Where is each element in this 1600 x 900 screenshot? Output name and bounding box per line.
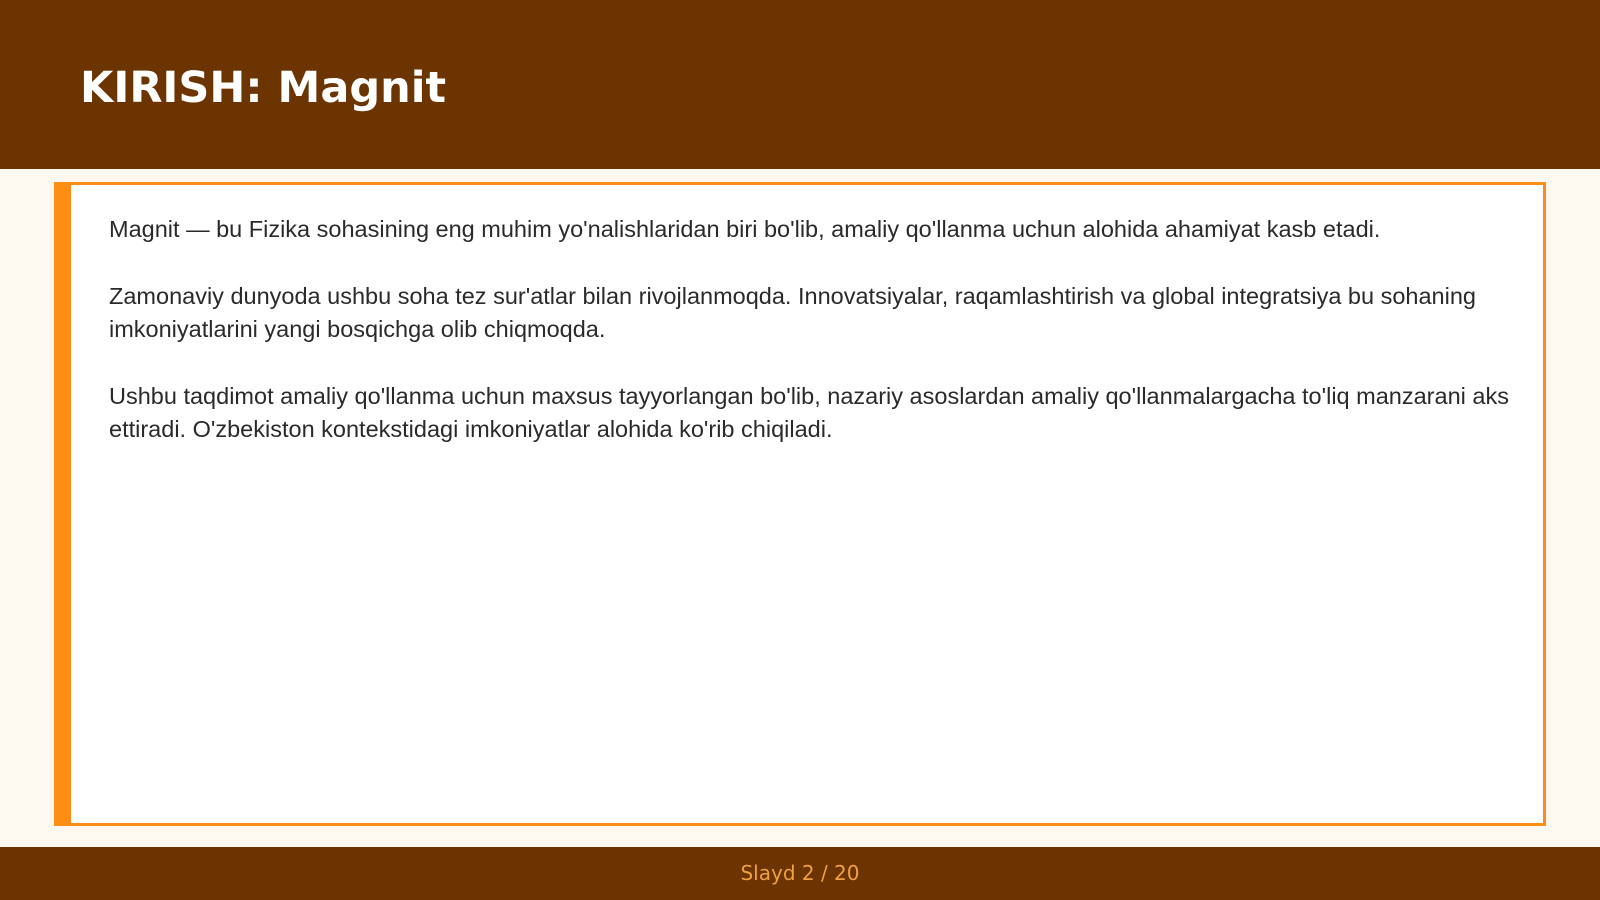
slide-title: KIRISH: Magnit xyxy=(80,63,447,113)
paragraph-intro: Magnit — bu Fizika sohasining eng muhim yo'nalishlaridan biri bo'lib, amaliy qo'llanma uchun alohida ahamiyat kasb etadi. xyxy=(109,216,1381,242)
paragraph-presentation-purpose: Ushbu taqdimot amaliy qo'llanma uchun maxsus tayyorlangan bo'lib, nazariy asoslardan amaliy qo'llanmalargacha to'liq manzarani aks ettiradi. O'zbekiston kontekstidagi imkoniyatlar alohida ko'rib chiqiladi. xyxy=(109,383,1509,442)
slide-counter: Slayd 2 / 20 xyxy=(740,861,860,885)
slide-footer xyxy=(0,847,1600,900)
paragraph-modern-world: Zamonaviy dunyoda ushbu soha tez sur'atlar bilan rivojlanmoqda. Innovatsiyalar, raqamlashtirish va global integratsiya bu sohaning imkoniyatlarini yangi bosqichga olib chiqmoqda. xyxy=(109,283,1476,342)
content-body xyxy=(109,213,1509,480)
slide-header xyxy=(0,0,1600,169)
content-card xyxy=(54,182,1546,826)
